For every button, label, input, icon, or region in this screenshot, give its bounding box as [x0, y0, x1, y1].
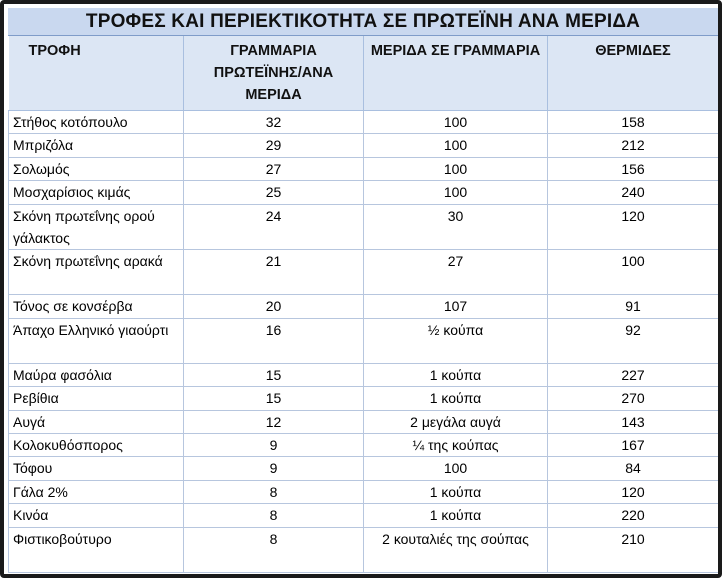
cell-food: Τόφου [9, 457, 184, 480]
cell-protein: 25 [184, 181, 364, 204]
table-title [8, 8, 718, 36]
cell-protein: 8 [184, 480, 364, 503]
cell-calories: 227 [548, 363, 719, 386]
cell-serving: ¼ της κούπας [364, 434, 548, 457]
table-row [9, 204, 719, 250]
cell-calories: 167 [548, 434, 719, 457]
cell-food: Γάλα 2% [9, 480, 184, 503]
cell-protein: 27 [184, 157, 364, 180]
cell-protein: 20 [184, 295, 364, 318]
cell-calories: 210 [548, 527, 719, 572]
cell-serving: 107 [364, 295, 548, 318]
cell-calories: 212 [548, 134, 719, 157]
header-food: ΤΡΟΦΗ [9, 36, 184, 111]
cell-serving: 100 [364, 157, 548, 180]
cell-calories: 156 [548, 157, 719, 180]
cell-calories: 120 [548, 204, 719, 250]
cell-food: Μπριζόλα [9, 134, 184, 157]
table-row [9, 134, 719, 157]
cell-food: Αυγά [9, 410, 184, 433]
table-row [9, 157, 719, 180]
cell-protein: 24 [184, 204, 364, 250]
header-protein: ΓΡΑΜΜΑΡΙΑ ΠΡΩΤΕΪΝΗΣ/ΑΝΑ ΜΕΡΙΔΑ [184, 36, 364, 111]
cell-protein: 15 [184, 387, 364, 410]
header-serving: ΜΕΡΙΔΑ ΣΕ ΓΡΑΜΜΑΡΙΑ [364, 36, 548, 111]
cell-protein: 9 [184, 457, 364, 480]
cell-calories: 158 [548, 111, 719, 134]
cell-calories: 92 [548, 318, 719, 363]
cell-protein: 21 [184, 250, 364, 295]
header-row [9, 36, 719, 111]
table-title-text: ΤΡΟΦΕΣ ΚΑΙ ΠΕΡΙΕΚΤΙΚΟΤΗΤΑ ΣΕ ΠΡΩΤΕΪΝΗ ΑΝΑ ΜΕΡΙΔΑ [85, 10, 641, 32]
cell-calories: 100 [548, 250, 719, 295]
cell-food: Μοσχαρίσιος κιμάς [9, 181, 184, 204]
cell-protein: 32 [184, 111, 364, 134]
cell-food: Στήθος κοτόπουλο [9, 111, 184, 134]
cell-protein: 8 [184, 527, 364, 572]
cell-calories: 143 [548, 410, 719, 433]
table-row [9, 504, 719, 527]
table-row [9, 363, 719, 386]
cell-food: Κινόα [9, 504, 184, 527]
protein-table [8, 36, 719, 573]
cell-serving: ½ κούπα [364, 318, 548, 363]
table-body [9, 111, 719, 573]
cell-serving: 27 [364, 250, 548, 295]
table-row [9, 457, 719, 480]
cell-protein: 29 [184, 134, 364, 157]
table-row [9, 295, 719, 318]
table-row [9, 527, 719, 572]
table-row [9, 480, 719, 503]
cell-food: Μαύρα φασόλια [9, 363, 184, 386]
cell-serving: 100 [364, 111, 548, 134]
table-row [9, 111, 719, 134]
cell-food: Άπαχο Ελληνικό γιαούρτι [9, 318, 184, 363]
cell-serving: 100 [364, 181, 548, 204]
table-row [9, 434, 719, 457]
cell-serving: 30 [364, 204, 548, 250]
table-row [9, 318, 719, 363]
cell-food: Σκόνη πρωτεΐνης ορού γάλακτος [9, 204, 184, 250]
cell-calories: 270 [548, 387, 719, 410]
cell-calories: 220 [548, 504, 719, 527]
cell-serving: 100 [364, 134, 548, 157]
cell-calories: 240 [548, 181, 719, 204]
cell-serving: 1 κούπα [364, 387, 548, 410]
cell-calories: 84 [548, 457, 719, 480]
cell-protein: 8 [184, 504, 364, 527]
table-row [9, 387, 719, 410]
cell-food: Σολωμός [9, 157, 184, 180]
cell-protein: 9 [184, 434, 364, 457]
cell-serving: 100 [364, 457, 548, 480]
cell-serving: 1 κούπα [364, 504, 548, 527]
cell-serving: 1 κούπα [364, 480, 548, 503]
cell-protein: 15 [184, 363, 364, 386]
cell-food: Σκόνη πρωτεΐνης αρακά [9, 250, 184, 295]
table-row [9, 250, 719, 295]
cell-food: Τόνος σε κονσέρβα [9, 295, 184, 318]
cell-calories: 91 [548, 295, 719, 318]
cell-serving: 1 κούπα [364, 363, 548, 386]
table-row [9, 181, 719, 204]
cell-calories: 120 [548, 480, 719, 503]
cell-serving: 2 κουταλιές της σούπας [364, 527, 548, 572]
cell-food: Κολοκυθόσπορος [9, 434, 184, 457]
cell-serving: 2 μεγάλα αυγά [364, 410, 548, 433]
cell-food: Φιστικοβούτυρο [9, 527, 184, 572]
cell-protein: 16 [184, 318, 364, 363]
cell-food: Ρεβίθια [9, 387, 184, 410]
header-calories: ΘΕΡΜΙΔΕΣ [548, 36, 719, 111]
cell-protein: 12 [184, 410, 364, 433]
table-row [9, 410, 719, 433]
